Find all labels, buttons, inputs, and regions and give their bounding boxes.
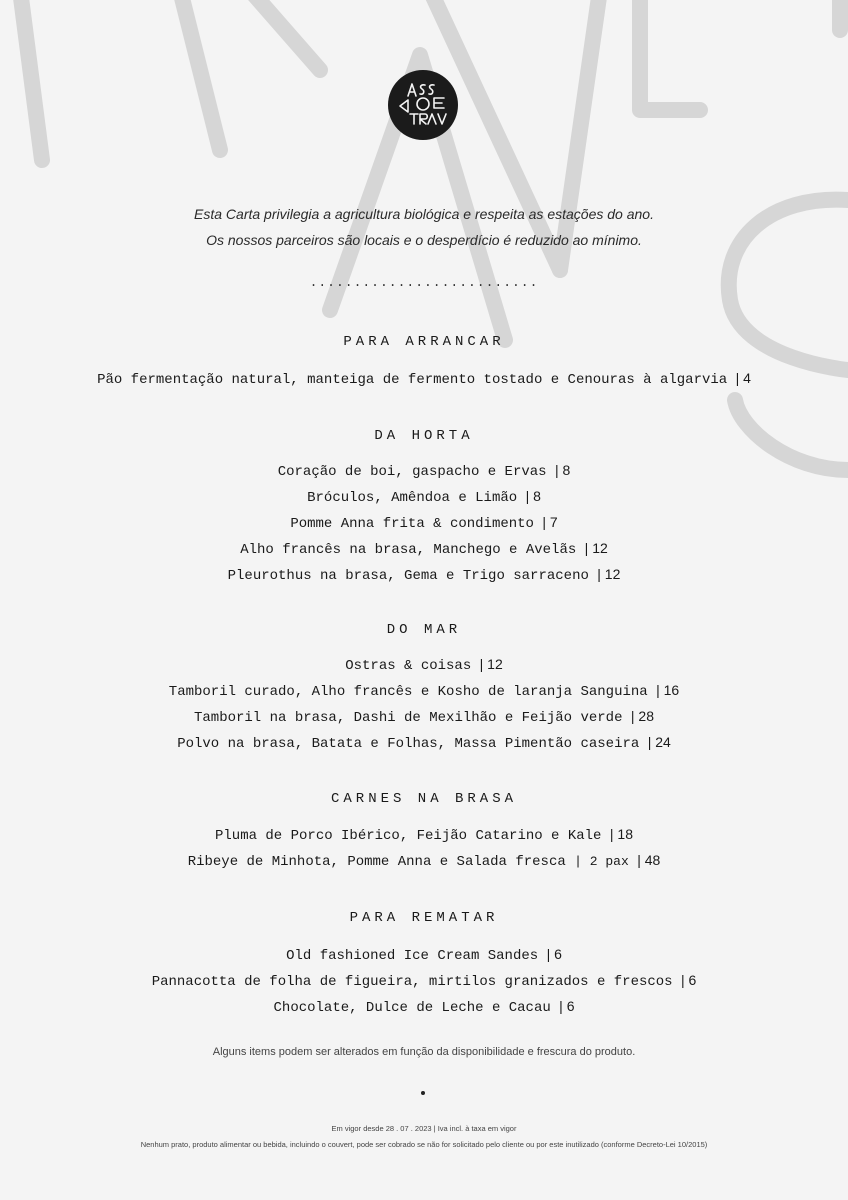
item-price: | 7	[542, 514, 558, 530]
availability-note: Alguns items podem ser alterados em função da disponibilidade e frescura do produto.	[212, 1046, 636, 1058]
item-price: | 6	[559, 998, 575, 1014]
item-name: Ribeye de Minhota, Pomme Anna e Salada fresca	[187, 854, 566, 870]
item-pax: | 2 pax	[574, 854, 629, 869]
item-price: | 6	[680, 972, 697, 988]
section-title-do-mar: DO MAR	[386, 622, 462, 638]
menu-item	[0, 852, 848, 870]
logo-emblem-icon	[388, 70, 458, 140]
footer-legal: Nenhum prato, produto alimentar ou bebida, incluindo o couvert, pode ser cobrado se não for solicitado pelo cliente ou por este inutilizado (conforme Decreto-Lei 10/2015)	[140, 1140, 708, 1149]
item-price: | 8	[525, 488, 541, 504]
footer-validity: Em vigor desde 28 . 07 . 2023 | Iva incl. à taxa em vigor	[331, 1124, 517, 1133]
menu-item	[0, 540, 848, 558]
item-price: | 28	[630, 708, 654, 724]
item-price: | 16	[656, 682, 680, 698]
item-name: Tamboril na brasa, Dashi de Mexilhão e Feijão verde	[194, 710, 623, 726]
item-name: Bróculos, Amêndoa e Limão	[307, 490, 518, 506]
restaurant-logo	[388, 70, 458, 140]
section-title-para-arrancar: PARA ARRANCAR	[343, 334, 505, 350]
section-title-para-rematar: PARA REMATAR	[349, 910, 499, 926]
menu-item	[0, 946, 848, 964]
item-price: | 12	[584, 540, 608, 556]
item-price: | 12	[597, 566, 621, 582]
section-title-carnes-na-brasa: CARNES NA BRASA	[330, 791, 518, 807]
item-price: | 18	[609, 826, 633, 842]
divider: ..........................	[309, 275, 539, 290]
intro-line-2: Os nossos parceiros são locais e o desperdício é reduzido ao mínimo.	[206, 232, 642, 248]
item-name: Pleurothus na brasa, Gema e Trigo sarraceno	[227, 568, 589, 584]
item-name: Coração de boi, gaspacho e Ervas	[277, 464, 547, 480]
menu-item	[0, 566, 848, 584]
section-title-da-horta: DA HORTA	[374, 428, 474, 444]
item-name: Ostras & coisas	[345, 658, 472, 674]
menu-item	[0, 462, 848, 480]
item-price: | 8	[554, 462, 571, 478]
item-price: | 6	[546, 946, 562, 962]
menu-item	[0, 998, 848, 1016]
item-name: Chocolate, Dulce de Leche e Cacau	[273, 1000, 551, 1016]
item-price: | 12	[479, 656, 503, 672]
menu-item	[0, 656, 848, 674]
menu-item	[0, 734, 848, 752]
item-name: Pannacotta de folha de figueira, mirtilos granizados e frescos	[151, 974, 673, 990]
item-name: Pluma de Porco Ibérico, Feijão Catarino e Kale	[215, 828, 602, 844]
menu-item	[0, 826, 848, 844]
menu-item	[0, 972, 848, 990]
item-name: Pão fermentação natural, manteiga de fermento tostado e Cenouras à algarvia	[97, 372, 728, 388]
item-name: Alho francês na brasa, Manchego e Avelãs	[240, 542, 577, 558]
item-name: Tamboril curado, Alho francês e Kosho de laranja Sanguina	[168, 684, 648, 700]
menu-item	[0, 682, 848, 700]
item-price: | 4	[735, 370, 751, 386]
item-name: Pomme Anna frita & condimento	[290, 516, 534, 532]
item-price: | 48	[637, 852, 661, 868]
menu-item	[0, 708, 848, 726]
menu-item	[0, 514, 848, 532]
bullet-dot	[421, 1091, 425, 1095]
intro-line-1: Esta Carta privilegia a agricultura biológica e respeita as estações do ano.	[194, 206, 654, 222]
item-name: Old fashioned Ice Cream Sandes	[286, 948, 539, 964]
menu-item	[0, 370, 848, 388]
item-name: Polvo na brasa, Batata e Folhas, Massa Pimentão caseira	[177, 736, 640, 752]
item-price: | 24	[647, 734, 671, 750]
menu-item	[0, 488, 848, 506]
